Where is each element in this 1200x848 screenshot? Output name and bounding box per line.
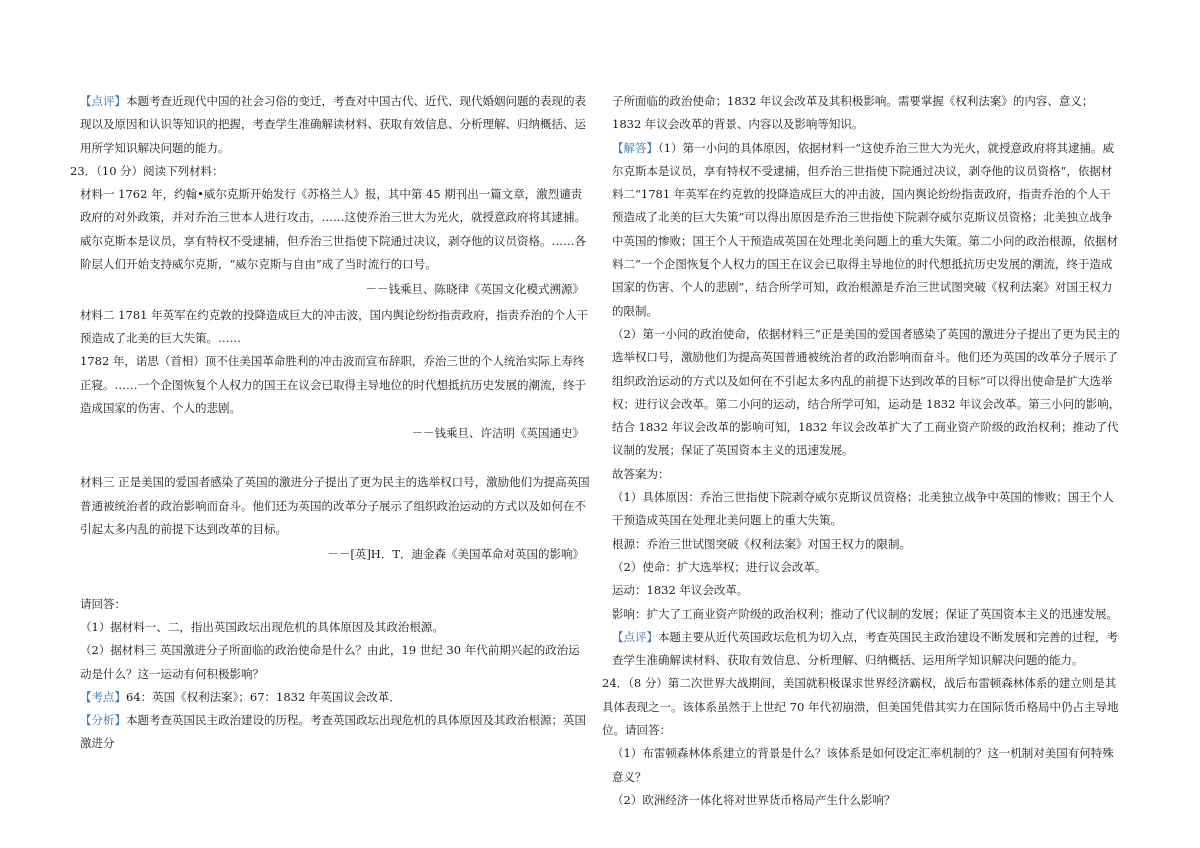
question-23-heading: 23．（10 分）阅读下列材料：	[70, 163, 224, 178]
kaodian-paragraph	[80, 686, 590, 709]
answer-1: （1）具体原因：乔治三世指使下院剥夺威尔克斯议员资格；北美独立战争中英国的惨败；国王个人干预造成英国在处理北美问题上的重大失策。	[612, 490, 1114, 528]
fenxi-text: 本题考查英国民主政治建设的历程。考查英国政坛出现危机的具体原因及其政治根源；英国激进分	[80, 713, 586, 751]
fenxi-paragraph	[80, 709, 590, 756]
question-24: 24．（8 分）第二次世界大战期间，美国就积极谋求世界经济霸权，战后布雷顿森林体系的建立则是其具体表现之一。该体系虽然于上世纪 70 年代初崩溃，但美国凭借其实力在国际货币格局中仍占主导地位。请回答：	[602, 676, 1119, 738]
right-column	[602, 90, 1122, 812]
material-2: 材料二 1781 年英军在约克敦的投降造成巨大的冲击波，国内舆论纷纷指责政府，指责乔治的个人干预造成了北美的巨大失策。……	[80, 307, 589, 345]
question-23-part-2: （2）据材料三 英国激进分子所面临的政治使命是什么？由此，19 世纪 30 年代前期兴起的政治运动是什么？这一运动有何积极影响？	[80, 643, 580, 681]
material-2-source: －－钱乘旦、许洁明《英国通史》	[411, 426, 584, 441]
answer-2-movement: 运动：1832 年议会改革。	[612, 583, 749, 598]
answer-1-root: 根源：乔治三世试图突破《权利法案》对国王权力的限制。	[612, 536, 911, 551]
kaodian-text: 64：英国《权利法案》；67：1832 年英国议会改革．	[126, 689, 401, 704]
dianping-tag: 【点评】	[80, 94, 126, 108]
question-24-part-1: （1）布雷顿森林体系建立的背景是什么？该体系是如何设定汇率机制的？这一机制对美国有何特殊意义？	[612, 746, 1114, 784]
spacer	[80, 445, 590, 471]
dianping-tag-right: 【点评】	[612, 629, 658, 644]
spacer	[80, 567, 590, 593]
question-24-part-2: （2）欧洲经济一体化将对世界货币格局产生什么影响？	[612, 792, 896, 807]
dianping-text: 本题考查近现代中国的社会习俗的变迁，考查对中国古代、近代、现代婚姻问题的表现的表现以及原因和认识等知识的把握，考查学生准确解读材料、获取有效信息、分析理解、归纳概括、运用所学知识解决问题的能力。	[80, 94, 586, 155]
answer-2-impact: 影响：扩大了工商业资产阶级的政治权利；推动了代议制的发展；保证了英国资本主义的迅速发展。	[612, 606, 1118, 621]
dianping-paragraph-right	[612, 626, 1122, 673]
dianping-text-right: 本题主要从近代英国政坛危机为切入点，考查英国民主政治建设不断发展和完善的过程，考查学生准确解读材料、获取有效信息、分析理解、归纳概括、运用所学知识解决问题的能力。	[612, 629, 1118, 668]
fenxi-tag: 【分析】	[80, 713, 126, 728]
jieda-paragraph-2: （2）第一小问的政治使命，依据材料三“正是美国的爱国者感染了英国的激进分子提出了更为民主的选举权口号，激励他们为提高英国普通被统治者的政治影响而奋斗。他们还为英国的改革分子展示了组织政治运动的方式以及如何在不引起太多内乱的前提下达到改革的目标”可以得出使命是扩大选举权；进行议会改革。第二小问的运动，结合所学可知，运动是 1832 年议会改革。第三小问的影响，结合 1832 年议会改革的影响可知，1832 年议会改革扩大了工商业资产阶级的政治权利；推动了代议制的发展；保证了英国资本主义的迅速发展。	[612, 326, 1121, 458]
jieda-text-1: （1）第一小问的具体原因，依据材料一“这使乔治三世大为光火，就授意政府将其逮捕。威尔克斯本是议员，享有特权不受逮捕，但乔治三世指使下院通过决议，剥夺他的议员资格”，依据材料二“1781 年英军在约克敦的投降造成巨大的冲击波，国内舆论纷纷指责政府，指责乔治的个人干预造成了北美的巨大失策”可以得出原因是乔治三世指使下院剥夺威尔克斯议员资格；北美独立战争中英国的惨败；国王个人干预造成英国在处理北美问题上的重大失策。第二小问的政治根源，依据材料二“一个企图恢复个人权力的国王在议会已取得主导地位的时代想抵抗历史发展的潮流，终于造成国家的伤害、个人的悲剧”，结合所学可知，政治根源是乔治三世试图突破《权利法案》对国王权力的限制。	[612, 140, 1118, 318]
material-1-source: －－钱乘旦、陈晓律《英国文化模式溯源》	[365, 282, 584, 297]
left-column	[70, 90, 590, 756]
question-23-part-1: （1）据材料一、二，指出英国政坛出现危机的具体原因及其政治根源。	[80, 619, 444, 634]
dianping-paragraph	[80, 90, 590, 160]
answer-prompt: 请回答：	[80, 596, 126, 611]
jieda-paragraph-1	[612, 137, 1122, 323]
material-1: 材料一 1762 年，约翰•威尔克斯开始发行《苏格兰人》报，其中第 45 期刊出一篇文章，激烈谴责政府的对外政策，并对乔治三世本人进行攻击，……这使乔治三世大为光火，就授意政府将其逮捕。威尔克斯本是议员，享有特权不受逮捕，但乔治三世指使下院通过决议，剥夺他的议员资格。……各阶层人们开始支持威尔克斯，“威尔克斯与自由”成了当时流行的口号。	[80, 187, 586, 272]
fenxi-continued: 子所面临的政治使命；1832 年议会改革及其积极影响。需要掌握《权利法案》的内容、意义；1832 年议会改革的背景、内容以及影响等知识。	[612, 94, 1094, 132]
material-2-continued: 1782 年，诺思（首相）顶不住美国革命胜利的冲击波而宣布辞职，乔治三世的个人统治实际上寿终正寝。……一个企图恢复个人权力的国王在议会已取得主导地位的时代想抵抗历史发展的潮流，终于造成国家的伤害、个人的悲剧。	[80, 354, 586, 415]
answer-2: （2）使命：扩大选举权；进行议会改革。	[612, 559, 827, 574]
jieda-tag: 【解答】	[612, 140, 658, 155]
material-3-source: －－[英]H．T．迪金森《美国革命对英国的影响》	[327, 547, 584, 562]
kaodian-tag: 【考点】	[80, 689, 126, 704]
material-3: 材料三 正是美国的爱国者感染了英国的激进分子提出了更为民主的选举权口号，激励他们为提高英国普通被统治者的政治影响而奋斗。他们还为英国的改革分子展示了组织政治运动的方式以及如何在不引起太多内乱的前提下达到改革的目标。	[80, 475, 590, 537]
answer-heading: 故答案为：	[612, 466, 670, 481]
